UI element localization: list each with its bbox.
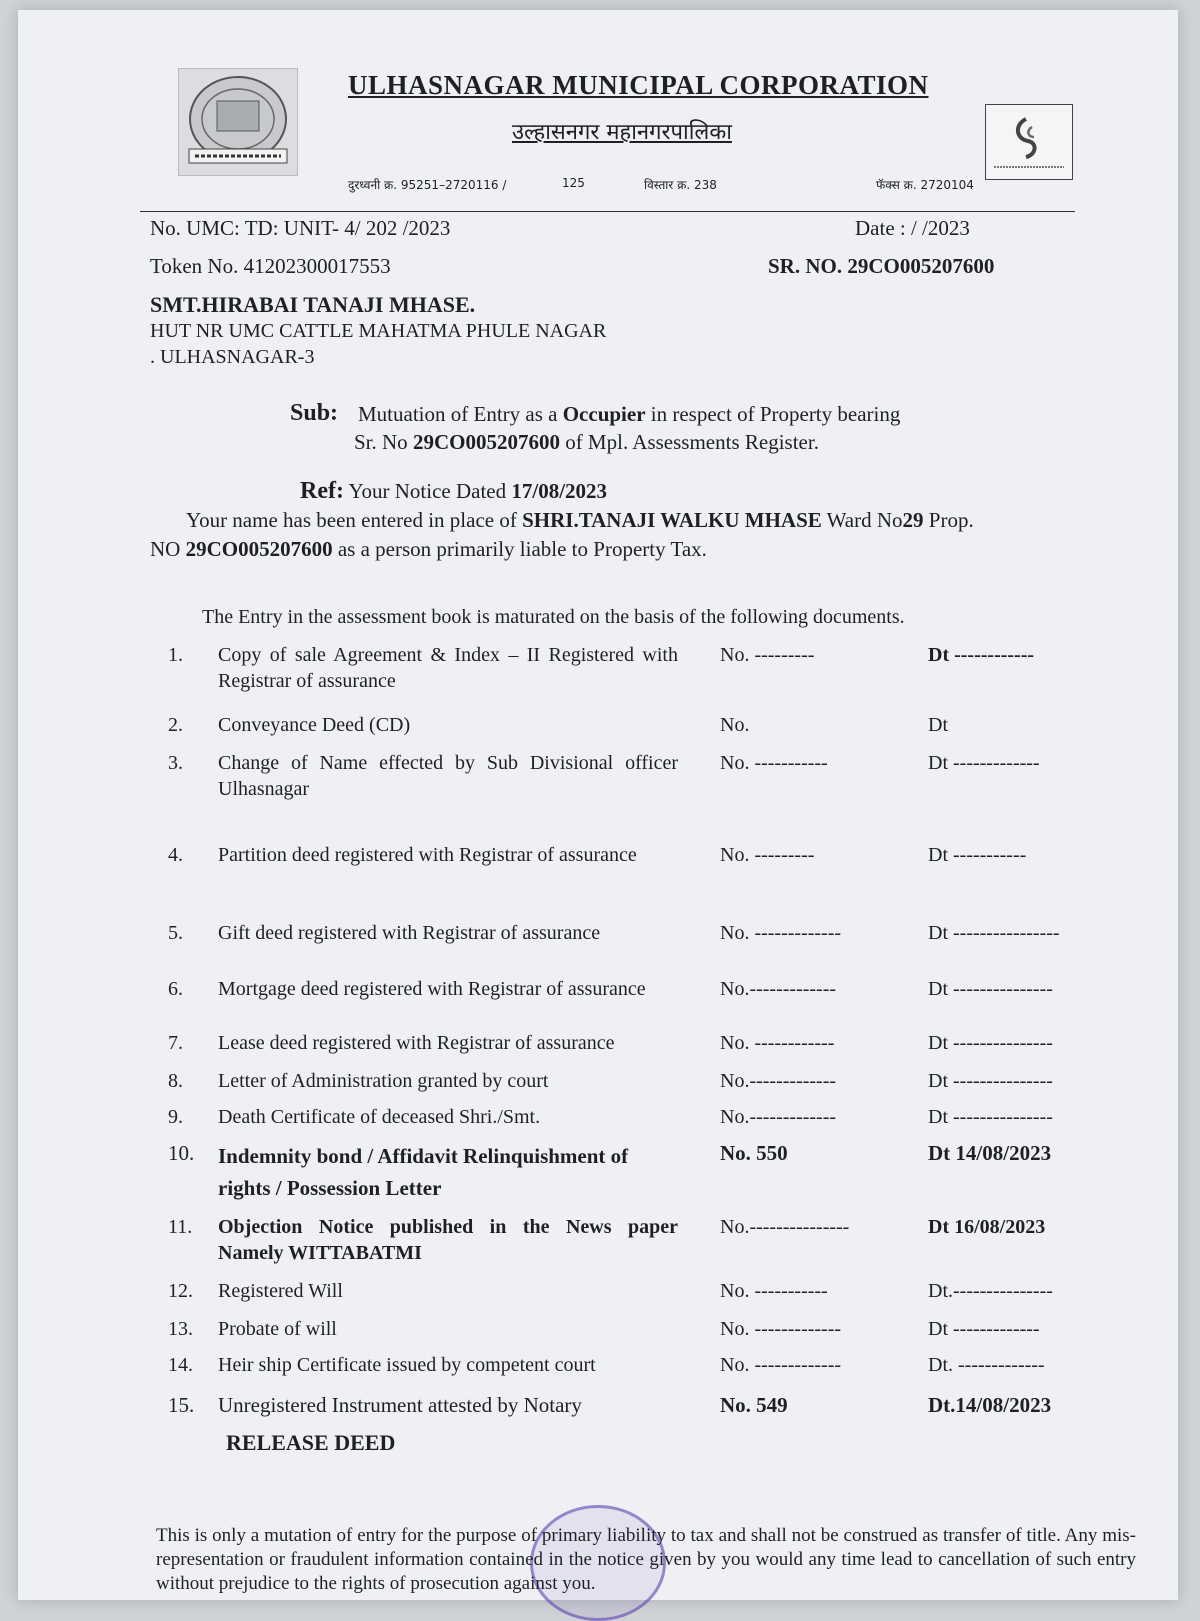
corporation-title-marathi: उल्हासनगर महानगरपालिका — [512, 120, 732, 145]
subject-label: Sub: — [290, 400, 339, 426]
corporation-emblem-icon — [178, 68, 298, 176]
footer-disclaimer: This is only a mutation of entry for the purpose of primary liability to tax and shall not be construed as transfer of title. Any mis-representation or fraudulent information contained in the notice given by you would any time lead to cancellation of such entry without prejudice to the rights of prosecution against you. — [156, 1525, 1136, 1594]
phone-extension: 125 — [562, 176, 585, 190]
subject-line2: Sr. No 29CO005207600 of Mpl. Assessments Register. — [354, 430, 819, 454]
reference-line: Ref: Your Notice Dated 17/08/2023 — [300, 478, 608, 504]
token-number: Token No. 41202300017553 — [150, 254, 391, 278]
swachh-logo-icon — [985, 104, 1073, 180]
extension-number: विस्तार क्र. 238 — [644, 178, 717, 192]
subject-line1: Mutuation of Entry as a Occupier in respect of Property bearing — [358, 402, 901, 426]
fax-number: फॅक्स क्र. 2720104 — [876, 178, 974, 192]
header-divider — [140, 211, 1075, 212]
addressee-address-line2: . ULHASNAGAR-3 — [150, 346, 315, 368]
letter-date: Date : / /2023 — [855, 216, 970, 240]
serial-number: SR. NO. 29CO005207600 — [768, 254, 995, 278]
release-deed-label: RELEASE DEED — [226, 1430, 396, 1455]
documents-intro: The Entry in the assessment book is maturated on the basis of the following documents. — [202, 606, 905, 628]
corporation-title: ULHASNAGAR MUNICIPAL CORPORATION — [348, 70, 929, 100]
phone-number: दुरध्वनी क्र. 95251–2720116 / — [348, 178, 507, 192]
outward-number: No. UMC: TD: UNIT- 4/ 202 /2023 — [150, 216, 451, 240]
body-paragraph: Your name has been entered in place of SHRI.TANAJI WALKU MHASE Ward No29 Prop. NO 29CO005207600 as a person primarily liable to Property Tax. — [150, 508, 974, 561]
addressee-name: SMT.HIRABAI TANAJI MHASE. — [150, 292, 476, 317]
addressee-address-line1: HUT NR UMC CATTLE MAHATMA PHULE NAGAR — [150, 320, 607, 342]
